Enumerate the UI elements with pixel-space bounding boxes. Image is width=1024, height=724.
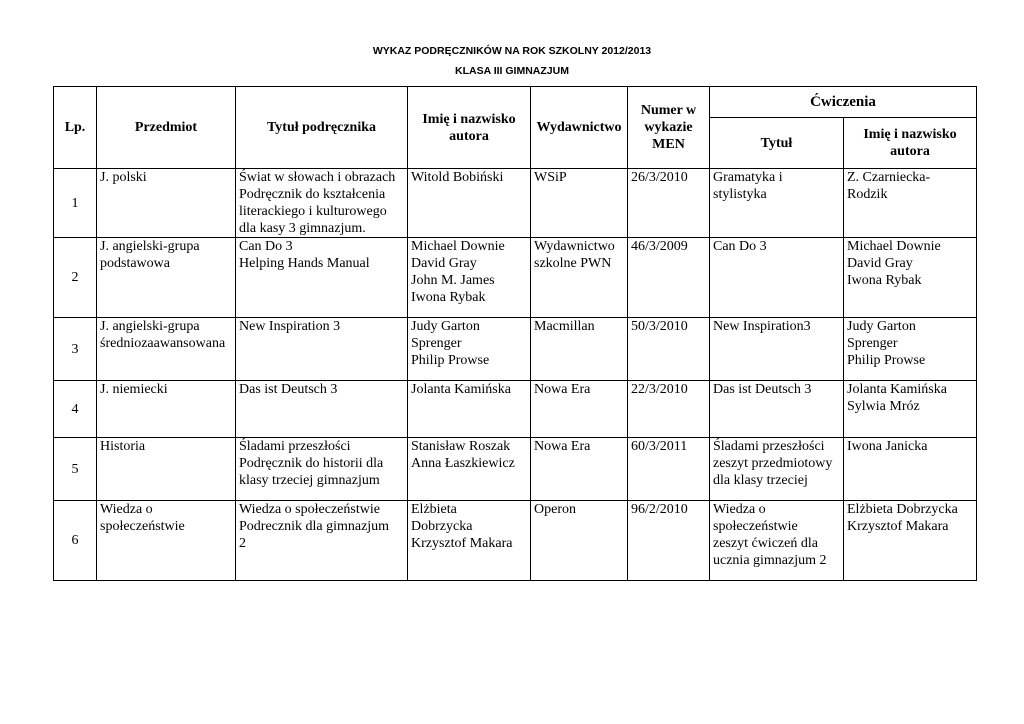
cell-line: Jolanta Kamińska bbox=[847, 382, 947, 397]
table-row bbox=[54, 438, 977, 501]
cell-book-title bbox=[236, 501, 408, 581]
cell-line: społeczeństwie bbox=[100, 519, 185, 534]
cell-men-number: 50/3/2010 bbox=[628, 318, 710, 381]
document-header bbox=[0, 41, 1024, 81]
table-row bbox=[54, 238, 977, 318]
cell-line: Podręcznik do historii dla bbox=[239, 456, 384, 471]
header-exercises: Ćwiczenia bbox=[710, 87, 977, 118]
header-exercise-author bbox=[844, 118, 977, 169]
header-men-number bbox=[628, 87, 710, 169]
cell-subject bbox=[97, 318, 236, 381]
cell-subject bbox=[97, 381, 236, 438]
cell-line: podstawowa bbox=[100, 256, 170, 271]
cell-subject bbox=[97, 501, 236, 581]
cell-subject bbox=[97, 238, 236, 318]
cell-line: szkolne PWN bbox=[534, 256, 612, 271]
cell-line: Jolanta Kamińska bbox=[411, 382, 511, 397]
cell-men-number: 26/3/2010 bbox=[628, 169, 710, 238]
cell-publisher bbox=[531, 381, 628, 438]
table-row bbox=[54, 381, 977, 438]
header-exercise-title: Tytuł bbox=[710, 118, 844, 169]
cell-line: J. polski bbox=[100, 170, 147, 185]
cell-ex-title bbox=[710, 169, 844, 238]
cell-line: Macmillan bbox=[534, 319, 595, 334]
cell-ex-author bbox=[844, 169, 977, 238]
cell-line: dla kasy 3 gimnazjum. bbox=[239, 221, 366, 236]
cell-line: Wydawnictwo bbox=[534, 239, 615, 254]
cell-publisher bbox=[531, 238, 628, 318]
cell-ex-author bbox=[844, 381, 977, 438]
cell-line: Sprenger bbox=[847, 336, 898, 351]
cell-line: dla klasy trzeciej bbox=[713, 473, 808, 488]
header-book-title: Tytuł podręcznika bbox=[236, 87, 408, 169]
cell-author bbox=[408, 501, 531, 581]
cell-line: Iwona Rybak bbox=[411, 290, 486, 305]
cell-book-title bbox=[236, 438, 408, 501]
cell-line: Świat w słowach i obrazach bbox=[239, 170, 396, 185]
cell-book-title bbox=[236, 318, 408, 381]
document-subtitle: KLASA III GIMNAZJUM bbox=[455, 65, 569, 77]
cell-author bbox=[408, 318, 531, 381]
header-publisher: Wydawnictwo bbox=[531, 87, 628, 169]
header-lp: Lp. bbox=[54, 87, 97, 169]
cell-line: Z. Czarniecka- bbox=[847, 170, 931, 185]
cell-men-number: 96/2/2010 bbox=[628, 501, 710, 581]
cell-publisher bbox=[531, 501, 628, 581]
cell-line: Can Do 3 bbox=[239, 239, 293, 254]
cell-line: Sprenger bbox=[411, 336, 462, 351]
cell-book-title bbox=[236, 238, 408, 318]
header-author-line: autora bbox=[449, 128, 489, 144]
cell-ex-author bbox=[844, 501, 977, 581]
cell-line: ucznia gimnazjum 2 bbox=[713, 553, 827, 568]
cell-author bbox=[408, 238, 531, 318]
cell-subject bbox=[97, 438, 236, 501]
cell-line: Gramatyka i bbox=[713, 170, 783, 185]
cell-subject bbox=[97, 169, 236, 238]
cell-author bbox=[408, 438, 531, 501]
cell-line: literackiego i kulturowego bbox=[239, 204, 387, 219]
header-ex-author-line: Imię i nazwisko bbox=[863, 127, 957, 142]
cell-line: Elżbieta Dobrzycka bbox=[847, 502, 958, 517]
cell-ex-author bbox=[844, 438, 977, 501]
cell-line: Stanisław Roszak bbox=[411, 439, 511, 454]
table-header bbox=[54, 87, 977, 169]
cell-book-title bbox=[236, 381, 408, 438]
cell-line: Michael Downie bbox=[847, 239, 941, 254]
header-men-line: Numer w bbox=[640, 103, 697, 118]
table-row bbox=[54, 169, 977, 238]
cell-ex-title bbox=[710, 501, 844, 581]
cell-line: Anna Łaszkiewicz bbox=[411, 456, 515, 471]
cell-publisher bbox=[531, 438, 628, 501]
cell-men-number: 22/3/2010 bbox=[628, 381, 710, 438]
cell-line: J. angielski-grupa bbox=[100, 239, 200, 254]
cell-line: David Gray bbox=[411, 256, 477, 271]
table-body bbox=[54, 169, 977, 581]
cell-line: 2 bbox=[239, 536, 246, 551]
cell-line: Iwona Janicka bbox=[847, 439, 928, 454]
cell-line: Iwona Rybak bbox=[847, 273, 922, 288]
cell-ex-author bbox=[844, 318, 977, 381]
cell-line: Śladami przeszłości bbox=[239, 439, 351, 454]
cell-line: Operon bbox=[534, 502, 576, 517]
cell-ex-title bbox=[710, 381, 844, 438]
cell-line: Michael Downie bbox=[411, 239, 505, 254]
cell-line: Sylwia Mróz bbox=[847, 399, 920, 414]
cell-line: Historia bbox=[100, 439, 146, 454]
cell-line: zeszyt przedmiotowy bbox=[713, 456, 833, 471]
row-number: 1 bbox=[54, 169, 97, 238]
header-ex-author-line: autora bbox=[890, 144, 930, 159]
cell-men-number: 46/3/2009 bbox=[628, 238, 710, 318]
cell-line: klasy trzeciej gimnazjum bbox=[239, 473, 380, 488]
cell-line: Philip Prowse bbox=[847, 353, 926, 368]
cell-line: David Gray bbox=[847, 256, 913, 271]
cell-publisher bbox=[531, 318, 628, 381]
cell-line: Helping Hands Manual bbox=[239, 256, 370, 271]
cell-line: Witold Bobiński bbox=[411, 170, 504, 185]
cell-ex-title bbox=[710, 238, 844, 318]
cell-line: Śladami przeszłości bbox=[713, 439, 825, 454]
cell-line: Das ist Deutsch 3 bbox=[239, 382, 338, 397]
cell-line: Dobrzycka bbox=[411, 519, 473, 534]
cell-line: J. niemiecki bbox=[100, 382, 168, 397]
cell-book-title bbox=[236, 169, 408, 238]
row-number: 2 bbox=[54, 238, 97, 318]
textbook-table bbox=[53, 86, 977, 581]
cell-line: Krzysztof Makara bbox=[411, 536, 513, 551]
header-men-line: wykazie bbox=[644, 120, 693, 135]
cell-line: Nowa Era bbox=[534, 439, 591, 454]
cell-line: stylistyka bbox=[713, 187, 767, 202]
cell-line: New Inspiration 3 bbox=[239, 319, 341, 334]
cell-line: Rodzik bbox=[847, 187, 888, 202]
row-number: 5 bbox=[54, 438, 97, 501]
header-subject: Przedmiot bbox=[97, 87, 236, 169]
row-number: 6 bbox=[54, 501, 97, 581]
cell-line: Nowa Era bbox=[534, 382, 591, 397]
cell-line: Das ist Deutsch 3 bbox=[713, 382, 812, 397]
cell-line: Podręcznik do kształcenia bbox=[239, 187, 386, 202]
cell-line: John M. James bbox=[411, 273, 495, 288]
cell-line: Wiedza o społeczeństwie bbox=[239, 502, 380, 517]
row-number: 4 bbox=[54, 381, 97, 438]
row-number: 3 bbox=[54, 318, 97, 381]
cell-ex-title bbox=[710, 438, 844, 501]
cell-line: zeszyt ćwiczeń dla bbox=[713, 536, 818, 551]
cell-line: Wiedza o bbox=[713, 502, 766, 517]
cell-line: Wiedza o bbox=[100, 502, 153, 517]
cell-author bbox=[408, 169, 531, 238]
cell-author bbox=[408, 381, 531, 438]
cell-line: Can Do 3 bbox=[713, 239, 767, 254]
cell-line: WSiP bbox=[534, 170, 567, 185]
cell-ex-author bbox=[844, 238, 977, 318]
cell-line: Krzysztof Makara bbox=[847, 519, 949, 534]
document-title: WYKAZ PODRĘCZNIKÓW NA ROK SZKOLNY 2012/2013 bbox=[372, 45, 652, 57]
header-men-line: MEN bbox=[652, 137, 685, 152]
header-author bbox=[408, 87, 531, 169]
cell-line: J. angielski-grupa bbox=[100, 319, 200, 334]
cell-line: Philip Prowse bbox=[411, 353, 490, 368]
cell-line: Elżbieta bbox=[411, 502, 457, 517]
cell-ex-title bbox=[710, 318, 844, 381]
cell-publisher bbox=[531, 169, 628, 238]
cell-line: Judy Garton bbox=[847, 319, 916, 334]
cell-line: Judy Garton bbox=[411, 319, 480, 334]
cell-line: Podrecznik dla gimnazjum bbox=[239, 519, 390, 534]
cell-men-number: 60/3/2011 bbox=[628, 438, 710, 501]
cell-line: New Inspiration3 bbox=[713, 319, 811, 334]
table-row bbox=[54, 318, 977, 381]
cell-line: społeczeństwie bbox=[713, 519, 798, 534]
header-author-line: Imię i nazwisko bbox=[422, 111, 516, 127]
cell-line: średniozaawansowana bbox=[100, 336, 226, 351]
table-row bbox=[54, 501, 977, 581]
